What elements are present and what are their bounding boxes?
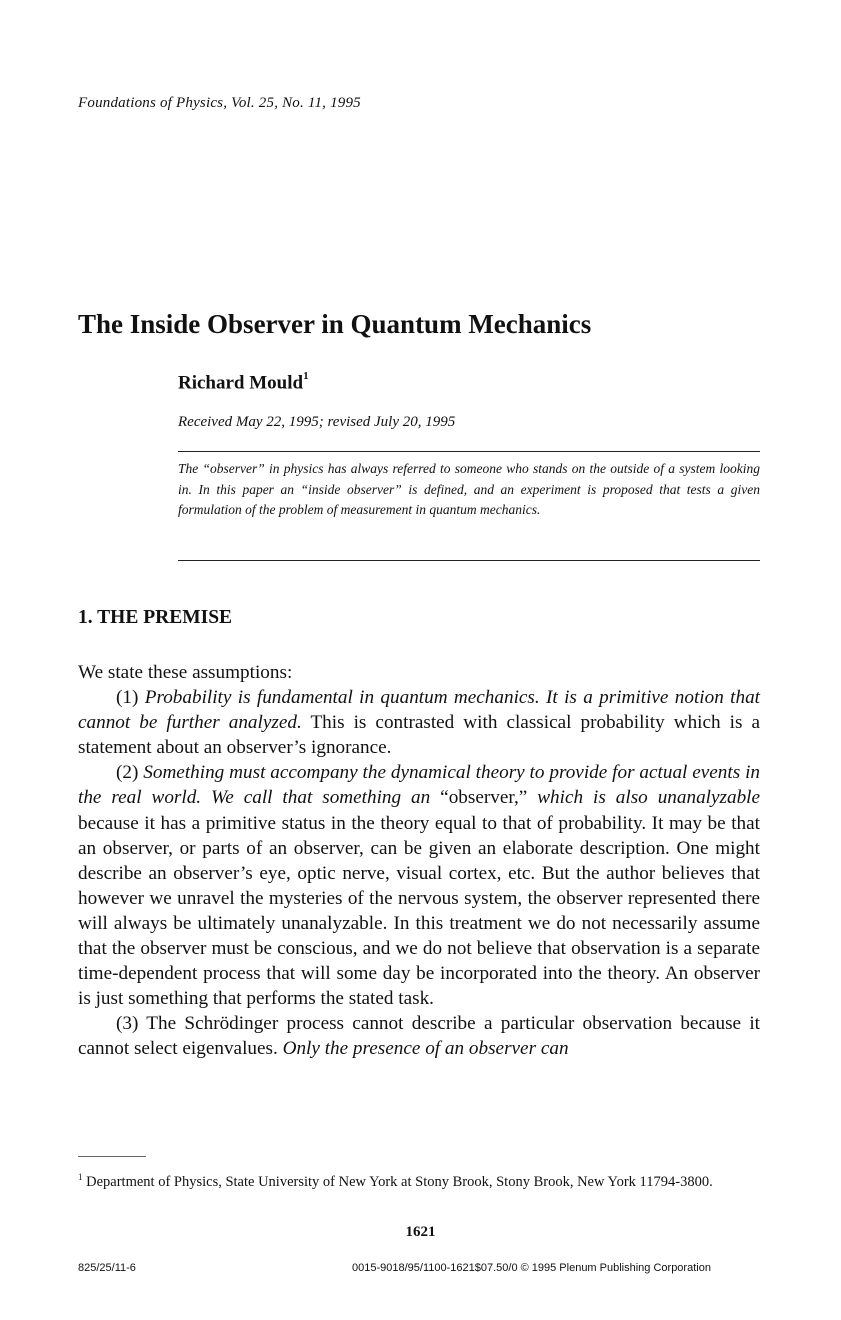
abstract-top-rule [178,451,760,452]
footer-left-code: 825/25/11-6 [78,1262,136,1274]
assumption-2-italic-1: Something must accompany the dynamical theory to provide for actual events in the real world. We call that something an [78,762,760,809]
assumption-1-rest: This is contrasted with classical probability which is a statement about an observer’s ignorance. [78,712,760,759]
footer-copyright: 0015-9018/95/1100-1621$07.50/0 © 1995 Plenum Publishing Corporation [352,1262,711,1274]
assumption-2-plain-1: “observer,” [430,787,538,809]
page-number: 1621 [405,1224,436,1240]
assumption-2-number: (2) [116,762,139,784]
footnote-text: Department of Physics, State University of New York at Stony Brook, Stony Brook, New York 11794-3800. [86,1173,713,1190]
paper-title: The Inside Observer in Quantum Mechanics [78,309,592,339]
abstract: The “observer” in physics has always referred to someone who stands on the outside of a system looking in. In this paper an “inside observer” is defined, and an experiment is proposed that tests a given formulation of the problem of measurement in quantum mechanics. [178,461,760,517]
author-name [178,372,309,394]
intro-paragraph: We state these assumptions: [78,662,293,683]
assumption-1 [78,685,760,760]
assumption-1-italic: Probability is fundamental in quantum mechanics. It is a primitive notion that cannot be further analyzed. [78,687,760,734]
assumption-3-italic: Only the presence of an observer can [282,1038,569,1060]
received-dates: Received May 22, 1995; revised July 20, 1995 [178,414,456,430]
assumption-2-italic-2: which is also unanalyzable [537,787,761,809]
assumption-2-rest: because it has a primitive status in the theory equal to that of probability. It may be that an observer, or parts of an observer, can be given an elaborate description. One might describe an observer’s eye, optic nerve, visual cortex, etc. But the author believes that however we unravel the mysteries of the nervous system, the observer represented there will always be ultimately unanalyzable. In this treatment we do not necessarily assume that the observer must be conscious, and we do not believe that observation is a separate time-dependent process that will some day be incorporated into the theory. An observer is just something that performs the stated task. [78,812,760,1010]
body-text [78,660,760,1062]
assumption-3-number: (3) [116,1013,139,1035]
footnote [78,1167,760,1192]
journal-citation: Foundations of Physics, Vol. 25, No. 11, 1995 [78,95,361,111]
assumption-3 [78,1011,760,1061]
footnote-rule [78,1156,146,1157]
footnote-mark: 1 [78,1172,83,1182]
assumption-2 [78,760,760,1011]
assumption-3-plain: The Schrödinger process cannot describe a particular observation because it cannot select eigenvalues. [78,1013,760,1060]
assumption-1-number: (1) [116,687,139,709]
author-name-text: Richard Mould [178,372,304,394]
section-heading: 1. THE PREMISE [78,607,233,628]
abstract-bottom-rule [178,560,760,561]
author-footnote-mark: 1 [303,370,309,382]
